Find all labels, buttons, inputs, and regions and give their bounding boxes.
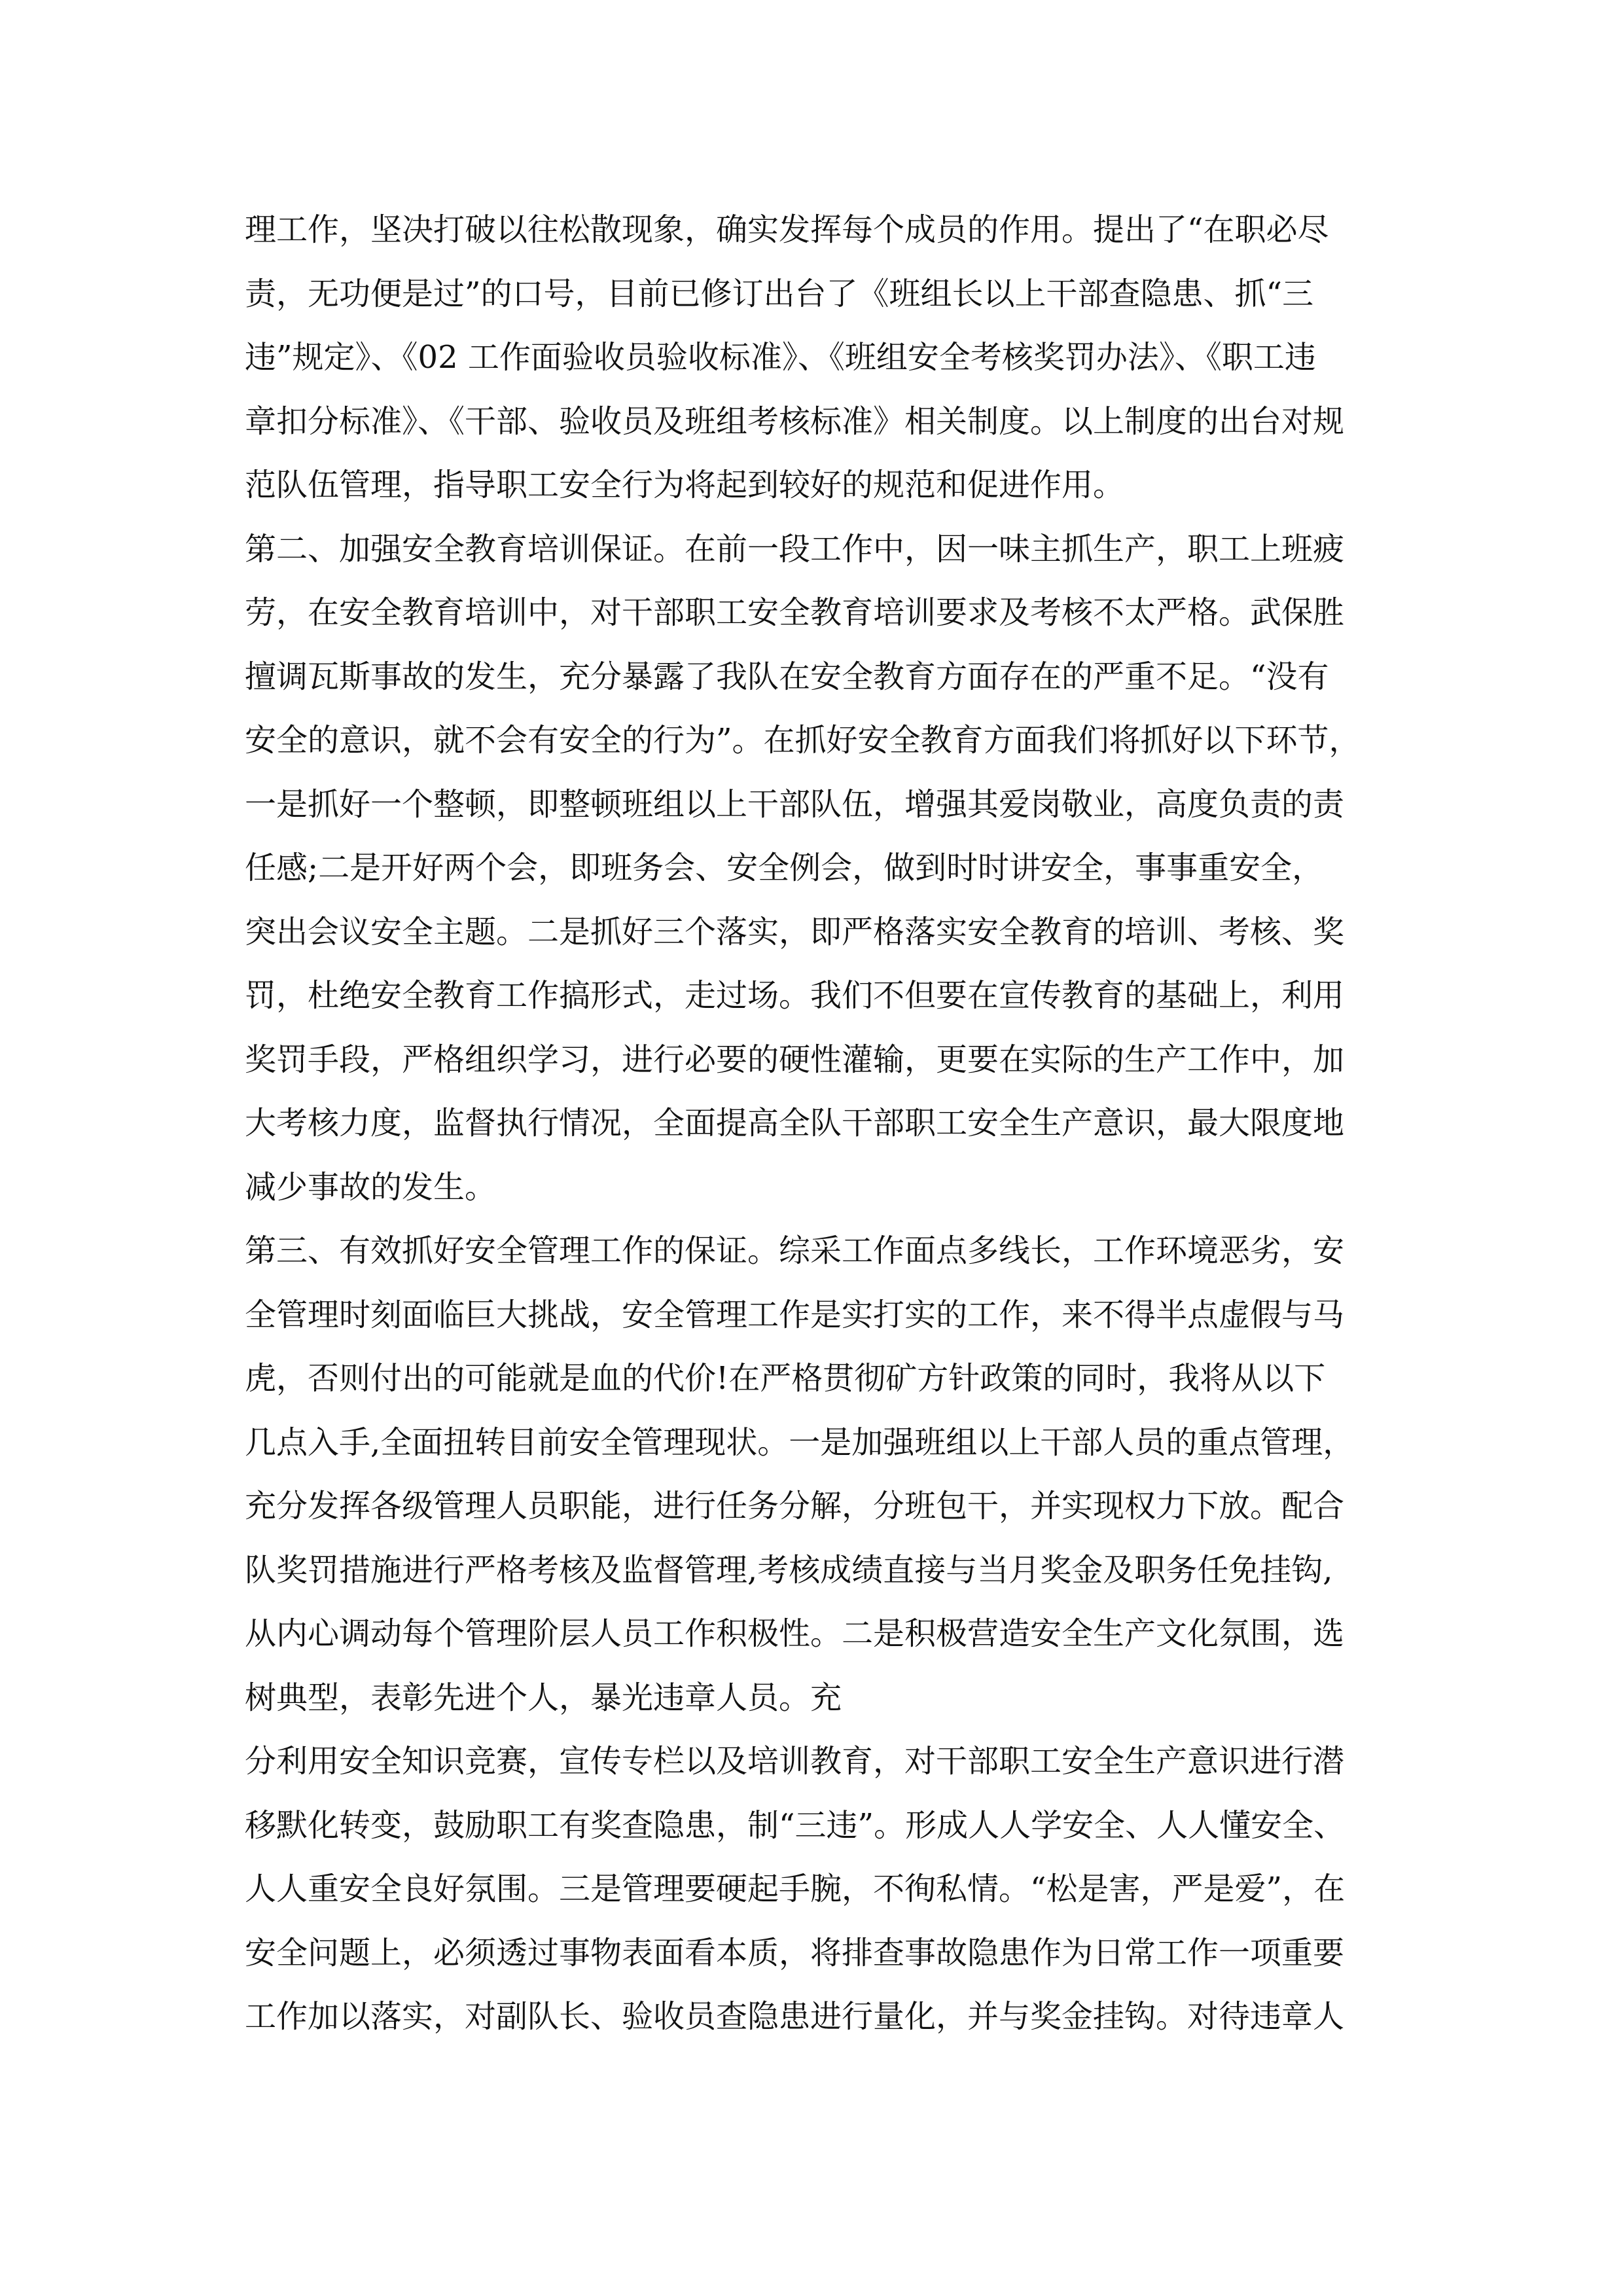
text-line: 一是抓好一个整顿，即整顿班组以上干部队伍，增强其爱岗敬业，高度负责的责 [245, 785, 1345, 823]
text-line: 全管理时刻面临巨大挑战，安全管理工作是实打实的工作，来不得半点虚假与马 [245, 1296, 1345, 1333]
text-line: 几点入手,全面扭转目前安全管理现状。一是加强班组以上干部人员的重点管理， [245, 1424, 1355, 1461]
text-line: 虎，否则付出的可能就是血的代价!在严格贯彻矿方针政策的同时，我将从以下 [245, 1360, 1326, 1397]
text-line: 安全的意识，就不会有安全的行为”。在抓好安全教育方面我们将抓好以下环节， [245, 722, 1361, 759]
text-line: 安全问题上，必须透过事物表面看本质，将排查事故隐患作为日常工作一项重要 [245, 1934, 1345, 1971]
text-line: 任感;二是开好两个会，即班务会、安全例会，做到时时讲安全，事事重安全， [245, 850, 1324, 886]
text-line: 减少事故的发生。 [245, 1168, 497, 1206]
text-line: 罚，杜绝安全教育工作搞形式，走过场。我们不但要在宣传教育的基础上，利用 [245, 977, 1345, 1014]
text-line: 擅调瓦斯事故的发生，充分暴露了我队在安全教育方面存在的严重不足。“没有 [245, 658, 1329, 695]
text-line: 分利用安全知识竞赛，宣传专栏以及培训教育，对干部职工安全生产意识进行潜 [245, 1743, 1345, 1780]
text-line: 充分发挥各级管理人员职能，进行任务分解，分班包干，并实现权力下放。配合 [245, 1488, 1345, 1524]
body-text [245, 198, 1383, 2049]
text-line: 劳，在安全教育培训中，对干部职工安全教育培训要求及考核不太严格。武保胜 [245, 594, 1345, 631]
text-line: 责，无功便是过”的口号，目前已修订出台了《班组长以上干部查隐患、抓“三 [245, 275, 1314, 312]
text-line: 第二、加强安全教育培训保证。在前一段工作中，因一味主抓生产，职工上班疲 [245, 530, 1345, 567]
text-line: 队奖罚措施进行严格考核及监督管理,考核成绩直接与当月奖金及职务任免挂钩, [245, 1551, 1333, 1588]
text-line: 理工作，坚决打破以往松散现象，确实发挥每个成员的作用。提出了“在职必尽 [245, 211, 1329, 248]
text-line: 范队伍管理，指导职工安全行为将起到较好的规范和促进作用。 [245, 467, 1125, 503]
text-line: 大考核力度，监督执行情况，全面提高全队干部职工安全生产意识，最大限度地 [245, 1105, 1345, 1141]
text-line: 章扣分标准》、《干部、验收员及班组考核标准》相关制度。以上制度的出台对规 [245, 403, 1345, 440]
text-line: 树典型，表彰先进个人，暴光违章人员。充 [245, 1679, 842, 1716]
text-line: 移默化转变，鼓励职工有奖查隐患，制“三违”。形成人人学安全、人人懂安全、 [245, 1806, 1346, 1844]
text-line: 奖罚手段，严格组织学习，进行必要的硬性灌输，更要在实际的生产工作中，加 [245, 1041, 1345, 1078]
text-line: 突出会议安全主题。二是抓好三个落实，即严格落实安全教育的培训、考核、奖 [245, 913, 1345, 950]
text-line: 第三、有效抓好安全管理工作的保证。综采工作面点多线长，工作环境恶劣，安 [245, 1232, 1345, 1269]
text-line: 工作加以落实，对副队长、验收员查隐患进行量化，并与奖金挂钩。对待违章人 [245, 1998, 1345, 2035]
text-line: 人人重安全良好氛围。三是管理要硬起手腕，不徇私情。“松是害，严是爱”，在 [245, 1871, 1346, 1907]
text-line: 违”规定》、《02 工作面验收员验收标准》、《班组安全考核奖罚办法》、《职工违 [245, 339, 1316, 376]
text-line: 从内心调动每个管理阶层人员工作积极性。二是积极营造安全生产文化氛围，选 [245, 1615, 1345, 1652]
